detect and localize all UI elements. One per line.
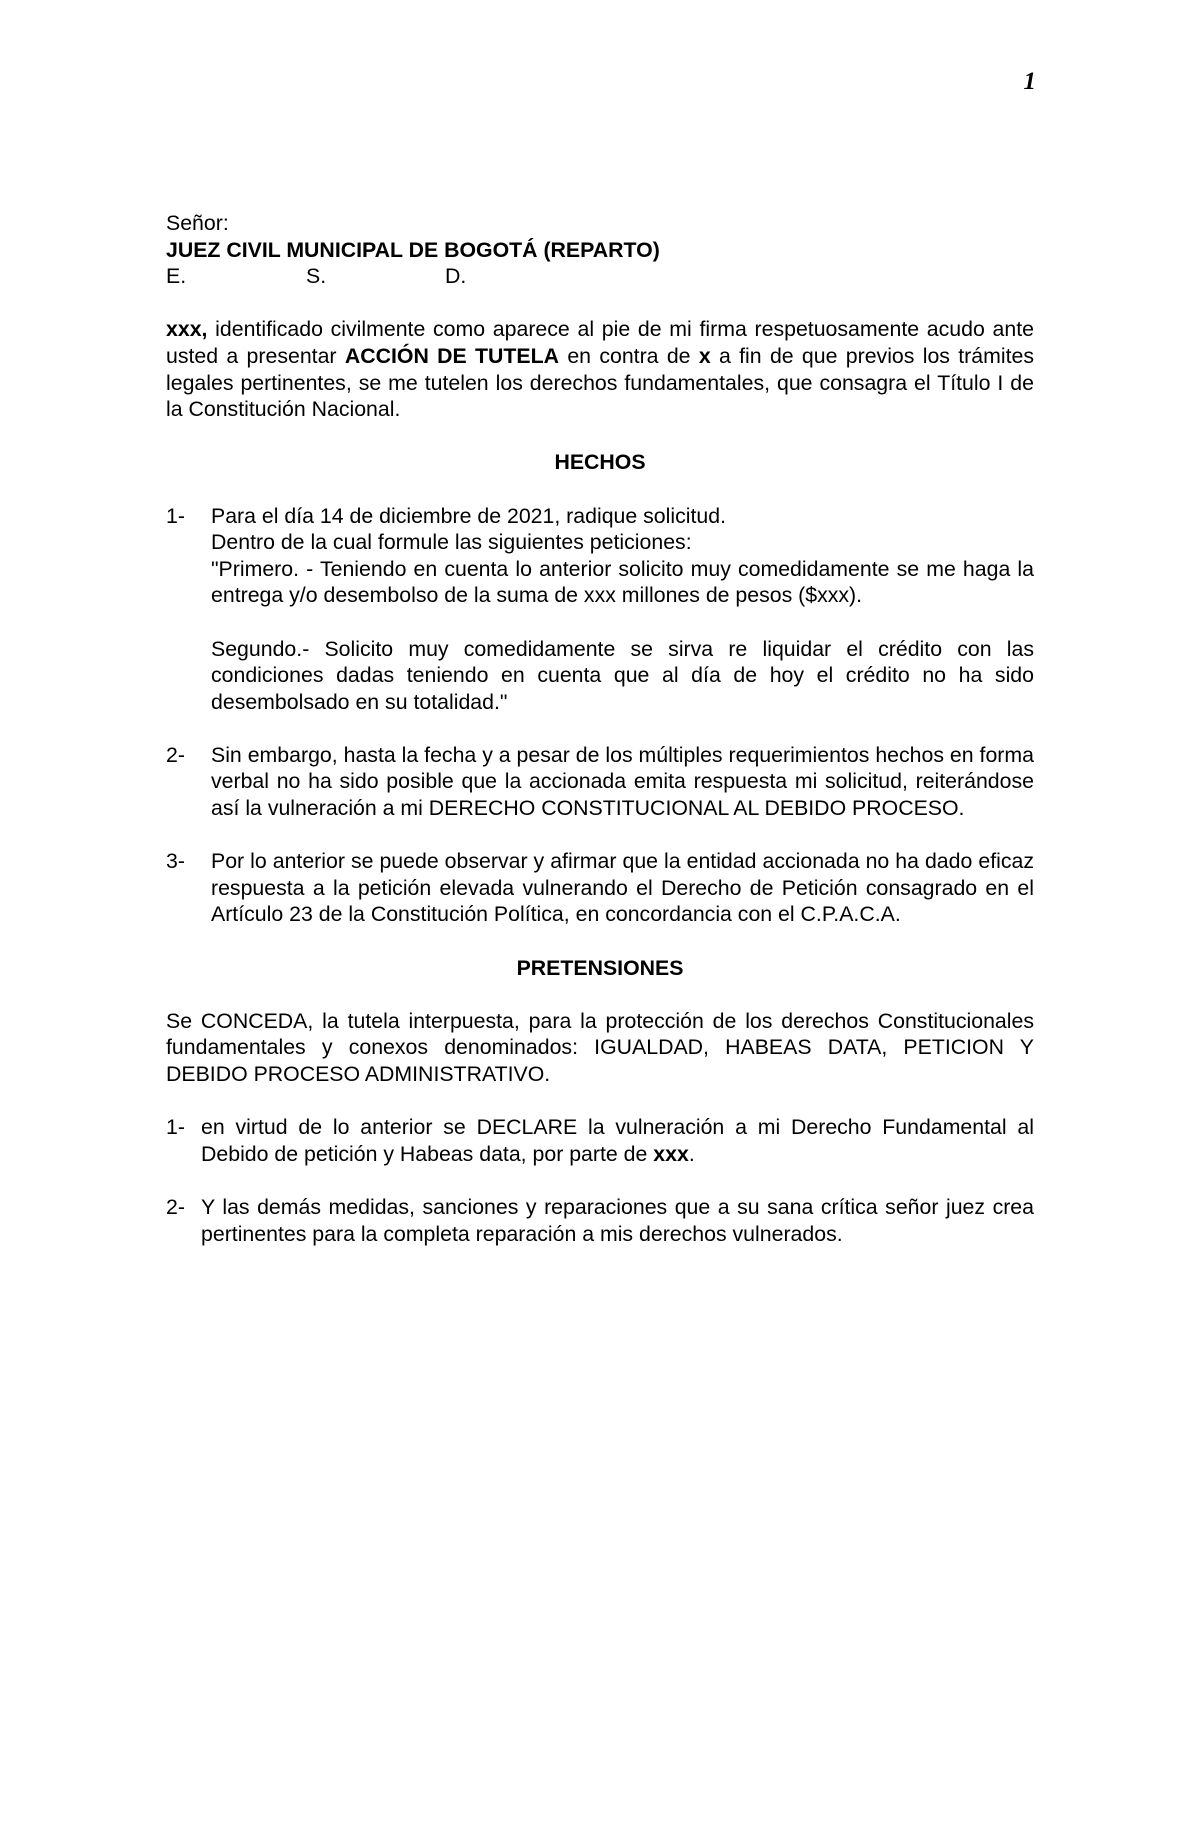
hecho-2-text: Sin embargo, hasta la fecha y a pesar de los múltiples requerimientos hechos en forma verbal no ha sido posible que la accionada emita respuesta mi solicitud, reiterándose así la vulneración a mi DERECHO CONSTITUCIONAL AL DEBIDO PROCESO. (211, 742, 1034, 821)
esd-s: S. (306, 264, 327, 289)
hecho-1-line-1: Para el día 14 de diciembre de 2021, radique solicitud. (211, 503, 727, 528)
pretension-2-text: Y las demás medidas, sanciones y reparaciones que a su sana crítica señor juez crea pertinentes para la completa reparación a mis derechos vulnerados. (201, 1194, 1034, 1246)
pretension-1-end: . (688, 1141, 695, 1166)
salutation: Señor: (166, 211, 229, 235)
pretension-item-2 (166, 1194, 1034, 1247)
esd-e: E. (166, 264, 187, 289)
pretension-1-body: en virtud de lo anterior se DECLARE la vulneración a mi Derecho Fundamental al Debido de petición y Habeas data, por parte de (201, 1115, 1034, 1166)
pretension-number: 1- (166, 1115, 185, 1140)
hecho-number: 2- (166, 742, 185, 767)
hecho-item-3 (166, 848, 1034, 928)
pretension-number: 2- (166, 1194, 185, 1219)
intro-text-3: a fin de que previos los trámites legales pertinentes, se me tutelen los derechos fundamentales, que consagra el Título I de la Constitución Nacional. (166, 343, 1034, 422)
action-title: ACCIÓN DE TUTELA (344, 343, 560, 368)
esd-d: D. (445, 264, 467, 289)
defendant-name: x (698, 343, 711, 368)
hecho-number: 1- (166, 503, 185, 528)
hecho-number: 3- (166, 849, 185, 874)
hecho-item-2 (166, 742, 1034, 822)
intro-text-2: en contra de (559, 343, 699, 368)
intro-paragraph (166, 316, 1034, 422)
hecho-1-primero: "Primero. - Teniendo en cuenta lo anterior solicito muy comedidamente se me haga la entrega y/o desembolso de la suma de xxx millones de pesos ($xxx). (211, 556, 1034, 608)
pretensiones-intro: Se CONCEDA, la tutela interpuesta, para la protección de los derechos Constitucionales fundamentales y conexos denominados: IGUALDAD, HABEAS DATA, PETICION Y DEBIDO PROCESO ADMINISTRATIVO. (166, 1008, 1034, 1086)
petitioner-name: xxx, (166, 317, 208, 342)
hechos-title: HECHOS (554, 450, 646, 475)
pretension-1-text (201, 1114, 1034, 1167)
pretensiones-title: PRETENSIONES (516, 955, 684, 980)
page-number: 1 (1023, 68, 1036, 95)
hecho-item-1 (166, 503, 1034, 716)
pretension-1-party: xxx (653, 1141, 689, 1166)
hecho-1-segundo: Segundo.- Solicito muy comedidamente se sirva re liquidar el crédito con las condiciones dadas teniendo en cuenta que al día de hoy el crédito no ha sido desembolsado en su totalidad." (211, 636, 1034, 714)
hecho-1-line-2: Dentro de la cual formule las siguientes peticiones: (211, 530, 692, 555)
document-body (166, 210, 1034, 1247)
esd-line (166, 263, 1034, 290)
hecho-3-text: Por lo anterior se puede observar y afirmar que la entidad accionada no ha dado eficaz respuesta a la petición elevada vulnerando el Derecho de Petición consagrado en el Artículo 23 de la Constitución Política, en concordancia con el C.P.A.C.A. (211, 849, 1034, 927)
pretension-item-1 (166, 1114, 1034, 1167)
addressee: JUEZ CIVIL MUNICIPAL DE BOGOTÁ (REPARTO) (166, 237, 660, 262)
intro-text-1: identificado civilmente como aparece al pie de mi firma respetuosamente acudo ante usted a presentar (166, 317, 1034, 368)
